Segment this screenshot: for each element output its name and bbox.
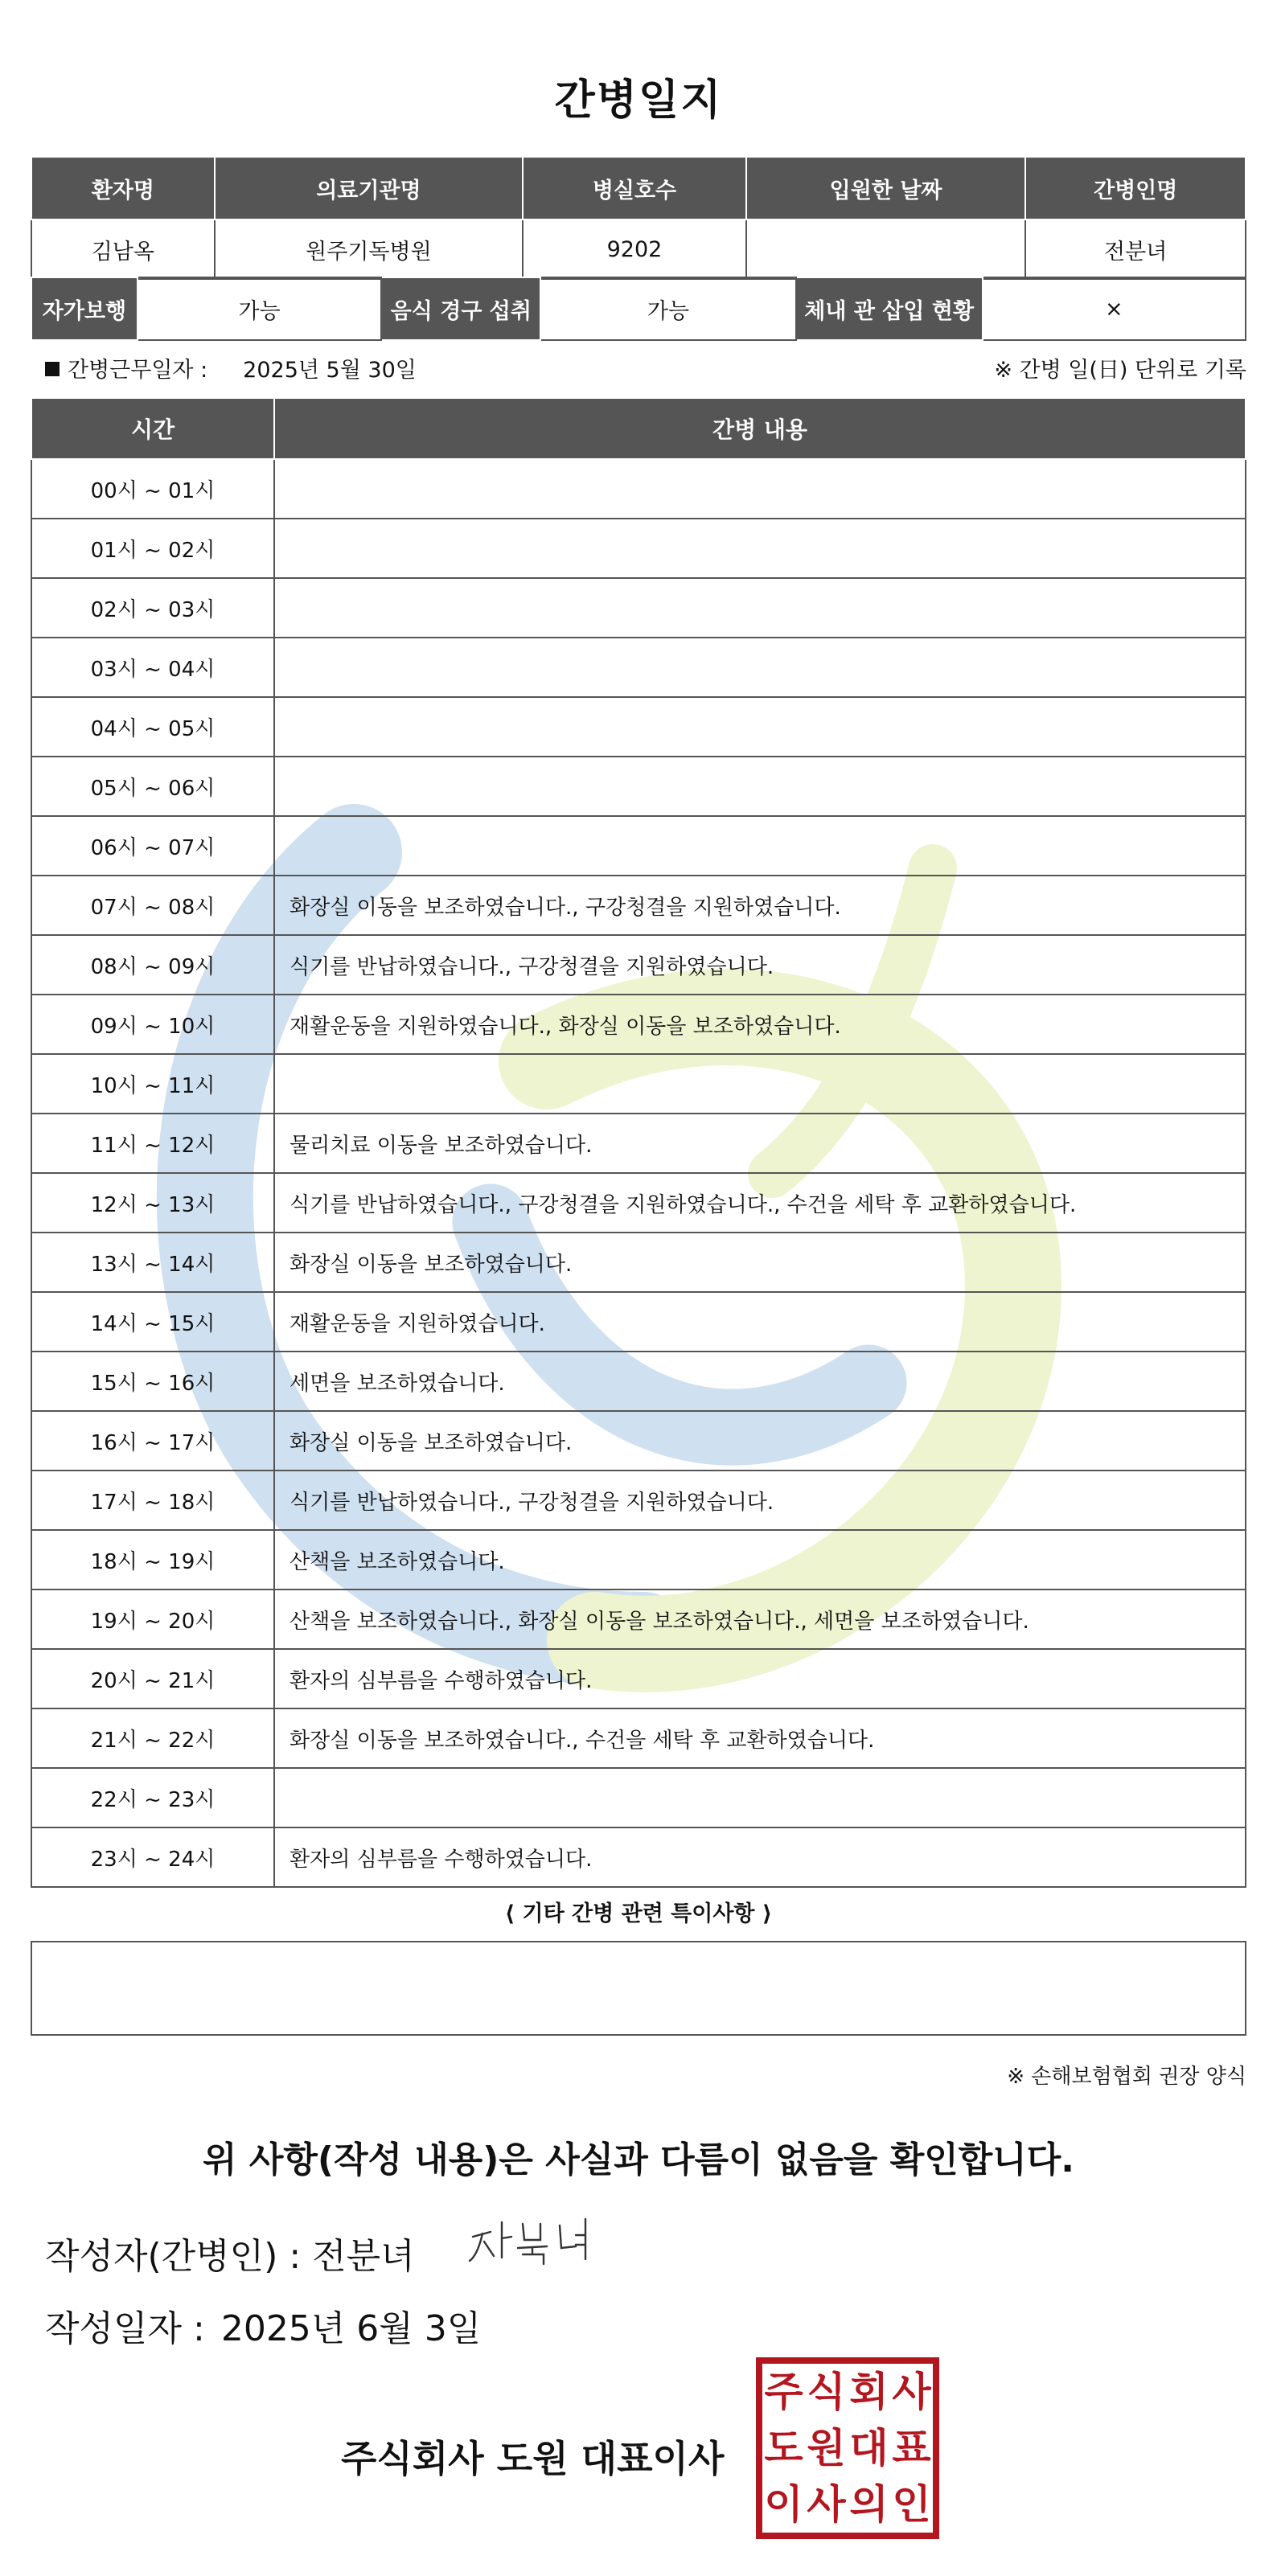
writer-name: 전분녀 (312, 2236, 415, 2277)
time-cell: 22시 ~ 23시 (31, 1768, 274, 1827)
table-row (31, 757, 1246, 816)
patient-status-row (31, 277, 1246, 340)
seal-char: 사 (892, 2369, 931, 2415)
written-date-value: 2025년 6월 3일 (220, 2308, 482, 2349)
seal-char: 표 (892, 2425, 931, 2471)
content-cell (274, 519, 1246, 578)
patient-name-header: 환자명 (31, 157, 215, 219)
admission-date-value (746, 219, 1026, 279)
content-cell (274, 459, 1246, 519)
time-cell: 16시 ~ 17시 (31, 1411, 274, 1471)
table-row (31, 1708, 1246, 1768)
content-cell: 화장실 이동을 보조하였습니다. (274, 1411, 1246, 1471)
table-row (31, 459, 1246, 519)
table-row (31, 935, 1246, 995)
time-cell: 21시 ~ 22시 (31, 1708, 274, 1768)
seal-char: 사 (807, 2481, 846, 2528)
time-cell: 02시 ~ 03시 (31, 578, 274, 638)
seal-char: 회 (849, 2369, 889, 2415)
table-row (31, 1768, 1246, 1827)
table-row (31, 1233, 1246, 1292)
writer-label: 작성자(간병인) : (45, 2236, 302, 2277)
time-cell: 01시 ~ 02시 (31, 519, 274, 578)
unit-note: ※ 간병 일(日) 단위로 기록 (994, 358, 1246, 383)
patient-name-value: 김남옥 (31, 219, 215, 279)
content-cell (274, 638, 1246, 697)
content-cell (274, 697, 1246, 757)
content-cell: 재활운동을 지원하였습니다., 화장실 이동을 보조하였습니다. (274, 995, 1246, 1054)
time-cell: 00시 ~ 01시 (31, 459, 274, 519)
special-notes-box (31, 1941, 1246, 2036)
table-row (31, 816, 1246, 876)
self-walk-value: 가능 (138, 277, 381, 340)
self-walk-label: 자가보행 (31, 277, 138, 340)
table-row (31, 995, 1246, 1054)
content-cell (274, 1054, 1246, 1114)
company-seal-stamp (756, 2357, 939, 2539)
time-cell: 04시 ~ 05시 (31, 697, 274, 757)
time-cell: 18시 ~ 19시 (31, 1530, 274, 1589)
table-row (31, 1530, 1246, 1589)
patient-info-table (31, 156, 1246, 280)
caregiver-value: 전분녀 (1025, 219, 1246, 279)
content-cell (274, 816, 1246, 876)
room-header: 병실호수 (523, 157, 746, 219)
seal-char: 식 (807, 2369, 846, 2415)
table-row (31, 1292, 1246, 1352)
content-cell: 화장실 이동을 보조하였습니다., 수건을 세탁 후 교환하였습니다. (274, 1708, 1246, 1768)
table-row (31, 1471, 1246, 1530)
time-cell: 19시 ~ 20시 (31, 1589, 274, 1649)
table-row (31, 1173, 1246, 1233)
writer-line (45, 2227, 415, 2279)
time-header: 시간 (31, 398, 274, 459)
table-row (31, 638, 1246, 697)
patient-status-table (31, 277, 1246, 341)
time-cell: 11시 ~ 12시 (31, 1114, 274, 1173)
content-cell: 산책을 보조하였습니다., 화장실 이동을 보조하였습니다., 세면을 보조하였습니다. (274, 1589, 1246, 1649)
content-cell: 물리치료 이동을 보조하였습니다. (274, 1114, 1246, 1173)
content-cell: 화장실 이동을 보조하였습니다., 구강청결을 지원하였습니다. (274, 876, 1246, 935)
time-cell: 20시 ~ 21시 (31, 1649, 274, 1708)
table-row (31, 578, 1246, 638)
table-row (31, 1411, 1246, 1471)
table-row (31, 1589, 1246, 1649)
table-row (31, 1114, 1246, 1173)
seal-char: 이 (764, 2481, 803, 2528)
work-date-label: 간병근무일자 : (68, 358, 208, 383)
content-cell: 산책을 보조하였습니다. (274, 1530, 1246, 1589)
content-cell (274, 578, 1246, 638)
tube-label: 체내 관 삽입 현황 (796, 277, 983, 340)
tube-value: × (983, 277, 1246, 340)
table-row (31, 1352, 1246, 1411)
seal-char: 원 (807, 2425, 846, 2471)
written-date-line (45, 2299, 481, 2351)
seal-char: 도 (764, 2425, 803, 2471)
time-cell: 13시 ~ 14시 (31, 1233, 274, 1292)
page-title: 간병일지 (554, 76, 723, 125)
time-cell: 07시 ~ 08시 (31, 876, 274, 935)
content-cell: 세면을 보조하였습니다. (274, 1352, 1246, 1411)
table-row (31, 1054, 1246, 1114)
time-cell: 23시 ~ 24시 (31, 1827, 274, 1887)
table-row (31, 1649, 1246, 1708)
care-log-table (31, 397, 1246, 1888)
time-cell: 08시 ~ 09시 (31, 935, 274, 995)
content-header: 간병 내용 (274, 398, 1246, 459)
room-value: 9202 (523, 219, 746, 279)
time-cell: 15시 ~ 16시 (31, 1352, 274, 1411)
seal-char: 의 (849, 2481, 889, 2528)
admission-date-header: 입원한 날짜 (746, 157, 1026, 219)
time-cell: 14시 ~ 15시 (31, 1292, 274, 1352)
time-cell: 12시 ~ 13시 (31, 1173, 274, 1233)
time-cell: 05시 ~ 06시 (31, 757, 274, 816)
content-cell: 재활운동을 지원하였습니다. (274, 1292, 1246, 1352)
time-cell: 03시 ~ 04시 (31, 638, 274, 697)
seal-char: 대 (849, 2425, 889, 2471)
patient-info-value-row (31, 219, 1246, 279)
time-cell: 06시 ~ 07시 (31, 816, 274, 876)
hospital-header: 의료기관명 (215, 157, 523, 219)
seal-char: 주 (764, 2369, 803, 2415)
time-cell: 10시 ~ 11시 (31, 1054, 274, 1114)
patient-info-header-row (31, 157, 1246, 219)
caregiver-header: 간병인명 (1025, 157, 1246, 219)
written-date-label: 작성일자 : (45, 2308, 205, 2349)
table-row (31, 876, 1246, 935)
work-date (45, 352, 417, 384)
confirmation-statement: 위 사항(작성 내용)은 사실과 다름이 없음을 확인합니다. (203, 2139, 1074, 2180)
content-cell: 식기를 반납하였습니다., 구강청결을 지원하였습니다. (274, 935, 1246, 995)
content-cell: 환자의 심부름을 수행하였습니다. (274, 1827, 1246, 1887)
seal-char: 인 (892, 2481, 931, 2528)
oral-intake-value: 가능 (540, 277, 795, 340)
square-bullet-icon (45, 362, 60, 376)
table-row (31, 519, 1246, 578)
content-cell: 식기를 반납하였습니다., 구강청결을 지원하였습니다., 수건을 세탁 후 교환하였습니다. (274, 1173, 1246, 1233)
time-cell: 09시 ~ 10시 (31, 995, 274, 1054)
content-cell: 화장실 이동을 보조하였습니다. (274, 1233, 1246, 1292)
work-date-value: 2025년 5월 30일 (243, 358, 417, 383)
company-representative: 주식회사 도원 대표이사 (341, 2437, 725, 2480)
table-row (31, 697, 1246, 757)
association-note: ※ 손해보험협회 권장 양식 (1007, 2065, 1246, 2089)
content-cell (274, 757, 1246, 816)
time-cell: 17시 ~ 18시 (31, 1471, 274, 1530)
care-log-header-row (31, 398, 1246, 459)
handwritten-signature (466, 2213, 603, 2269)
content-cell: 식기를 반납하였습니다., 구강청결을 지원하였습니다. (274, 1471, 1246, 1530)
content-cell (274, 1768, 1246, 1827)
special-notes-title: ⟨ 기타 간병 관련 특이사항 ⟩ (504, 1901, 773, 1926)
content-cell: 환자의 심부름을 수행하였습니다. (274, 1649, 1246, 1708)
table-row (31, 1827, 1246, 1887)
hospital-value: 원주기독병원 (215, 219, 523, 279)
oral-intake-label: 음식 경구 섭취 (381, 277, 540, 340)
